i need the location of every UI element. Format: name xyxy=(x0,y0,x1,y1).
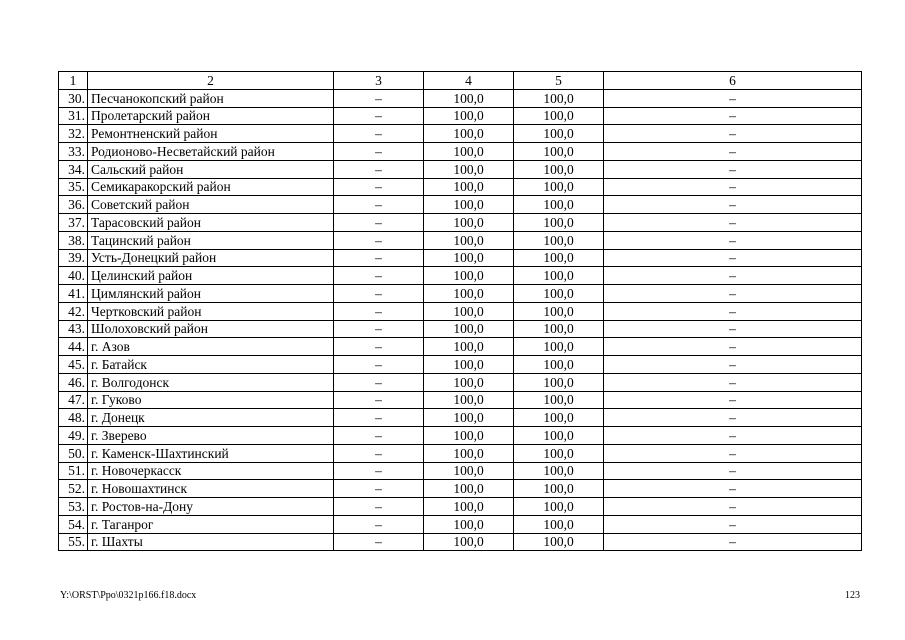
column-5-cell: 100,0 xyxy=(514,160,604,178)
row-number-cell: 51. xyxy=(59,462,88,480)
table-header-row xyxy=(59,72,862,90)
table-row xyxy=(59,462,862,480)
table-row xyxy=(59,356,862,374)
district-name-cell: г. Зверево xyxy=(88,427,334,445)
column-3-cell: – xyxy=(334,462,424,480)
column-5-cell: 100,0 xyxy=(514,391,604,409)
district-name-cell: Шолоховский район xyxy=(88,320,334,338)
column-6-cell: – xyxy=(604,498,862,516)
district-name-cell: г. Шахты xyxy=(88,533,334,551)
row-number-cell: 32. xyxy=(59,125,88,143)
row-number-cell: 40. xyxy=(59,267,88,285)
district-name-cell: Ремонтненский район xyxy=(88,125,334,143)
column-3-cell: – xyxy=(334,498,424,516)
column-4-cell: 100,0 xyxy=(424,373,514,391)
district-name-cell: г. Гуково xyxy=(88,391,334,409)
column-6-cell: – xyxy=(604,125,862,143)
column-4-cell: 100,0 xyxy=(424,143,514,161)
column-6-cell: – xyxy=(604,533,862,551)
column-6-cell: – xyxy=(604,214,862,232)
district-name-cell: г. Ростов-на-Дону xyxy=(88,498,334,516)
column-3-cell: – xyxy=(334,178,424,196)
column-5-cell: 100,0 xyxy=(514,515,604,533)
district-name-cell: Пролетарский район xyxy=(88,107,334,125)
row-number-cell: 42. xyxy=(59,302,88,320)
column-4-cell: 100,0 xyxy=(424,338,514,356)
column-4-cell: 100,0 xyxy=(424,160,514,178)
column-3-cell: – xyxy=(334,89,424,107)
column-5-cell: 100,0 xyxy=(514,196,604,214)
row-number-cell: 41. xyxy=(59,285,88,303)
column-3-cell: – xyxy=(334,231,424,249)
column-5-cell: 100,0 xyxy=(514,143,604,161)
column-3-cell: – xyxy=(334,338,424,356)
column-6-cell: – xyxy=(604,285,862,303)
column-6-cell: – xyxy=(604,462,862,480)
row-number-cell: 52. xyxy=(59,480,88,498)
table-row xyxy=(59,249,862,267)
row-number-cell: 31. xyxy=(59,107,88,125)
column-6-cell: – xyxy=(604,444,862,462)
column-5-cell: 100,0 xyxy=(514,320,604,338)
district-name-cell: г. Волгодонск xyxy=(88,373,334,391)
row-number-cell: 38. xyxy=(59,231,88,249)
table-row xyxy=(59,285,862,303)
table-row xyxy=(59,480,862,498)
row-number-cell: 48. xyxy=(59,409,88,427)
table-row xyxy=(59,231,862,249)
table-row xyxy=(59,302,862,320)
column-5-cell: 100,0 xyxy=(514,498,604,516)
district-name-cell: Семикаракорский район xyxy=(88,178,334,196)
table-row xyxy=(59,89,862,107)
column-6-cell: – xyxy=(604,480,862,498)
district-name-cell: Тарасовский район xyxy=(88,214,334,232)
row-number-cell: 33. xyxy=(59,143,88,161)
table-row xyxy=(59,320,862,338)
column-5-cell: 100,0 xyxy=(514,214,604,232)
column-4-cell: 100,0 xyxy=(424,302,514,320)
table-row xyxy=(59,444,862,462)
column-5-cell: 100,0 xyxy=(514,444,604,462)
header-cell-3: 3 xyxy=(334,72,424,90)
header-cell-6: 6 xyxy=(604,72,862,90)
column-3-cell: – xyxy=(334,320,424,338)
row-number-cell: 39. xyxy=(59,249,88,267)
column-6-cell: – xyxy=(604,320,862,338)
column-3-cell: – xyxy=(334,533,424,551)
table-row xyxy=(59,409,862,427)
column-4-cell: 100,0 xyxy=(424,462,514,480)
district-name-cell: Цимлянский район xyxy=(88,285,334,303)
row-number-cell: 37. xyxy=(59,214,88,232)
column-5-cell: 100,0 xyxy=(514,178,604,196)
column-3-cell: – xyxy=(334,285,424,303)
column-4-cell: 100,0 xyxy=(424,356,514,374)
column-5-cell: 100,0 xyxy=(514,462,604,480)
column-3-cell: – xyxy=(334,373,424,391)
district-name-cell: г. Новочеркасск xyxy=(88,462,334,480)
column-6-cell: – xyxy=(604,249,862,267)
column-5-cell: 100,0 xyxy=(514,302,604,320)
table-row xyxy=(59,267,862,285)
column-3-cell: – xyxy=(334,267,424,285)
table-row xyxy=(59,373,862,391)
table-row xyxy=(59,107,862,125)
column-6-cell: – xyxy=(604,178,862,196)
footer-file-path: Y:\ORST\Ppo\0321p166.f18.docx xyxy=(60,590,197,601)
column-5-cell: 100,0 xyxy=(514,533,604,551)
column-4-cell: 100,0 xyxy=(424,231,514,249)
district-name-cell: г. Азов xyxy=(88,338,334,356)
column-3-cell: – xyxy=(334,214,424,232)
column-6-cell: – xyxy=(604,373,862,391)
column-6-cell: – xyxy=(604,515,862,533)
header-cell-2: 2 xyxy=(88,72,334,90)
table-row xyxy=(59,515,862,533)
district-name-cell: г. Новошахтинск xyxy=(88,480,334,498)
row-number-cell: 55. xyxy=(59,533,88,551)
header-cell-5: 5 xyxy=(514,72,604,90)
district-name-cell: Родионово-Несветайский район xyxy=(88,143,334,161)
column-6-cell: – xyxy=(604,231,862,249)
table-body xyxy=(59,72,862,551)
row-number-cell: 45. xyxy=(59,356,88,374)
table-row xyxy=(59,214,862,232)
column-5-cell: 100,0 xyxy=(514,356,604,374)
column-5-cell: 100,0 xyxy=(514,427,604,445)
column-4-cell: 100,0 xyxy=(424,249,514,267)
column-6-cell: – xyxy=(604,267,862,285)
row-number-cell: 54. xyxy=(59,515,88,533)
column-5-cell: 100,0 xyxy=(514,480,604,498)
table-row xyxy=(59,427,862,445)
table-row xyxy=(59,498,862,516)
column-6-cell: – xyxy=(604,338,862,356)
column-3-cell: – xyxy=(334,302,424,320)
column-4-cell: 100,0 xyxy=(424,320,514,338)
table-row xyxy=(59,196,862,214)
column-5-cell: 100,0 xyxy=(514,89,604,107)
row-number-cell: 50. xyxy=(59,444,88,462)
column-5-cell: 100,0 xyxy=(514,125,604,143)
column-4-cell: 100,0 xyxy=(424,409,514,427)
row-number-cell: 47. xyxy=(59,391,88,409)
column-6-cell: – xyxy=(604,160,862,178)
column-3-cell: – xyxy=(334,391,424,409)
column-5-cell: 100,0 xyxy=(514,338,604,356)
row-number-cell: 34. xyxy=(59,160,88,178)
column-5-cell: 100,0 xyxy=(514,107,604,125)
table-row xyxy=(59,338,862,356)
column-6-cell: – xyxy=(604,89,862,107)
column-6-cell: – xyxy=(604,409,862,427)
table-row xyxy=(59,391,862,409)
column-4-cell: 100,0 xyxy=(424,391,514,409)
column-3-cell: – xyxy=(334,356,424,374)
column-3-cell: – xyxy=(334,515,424,533)
column-4-cell: 100,0 xyxy=(424,107,514,125)
column-4-cell: 100,0 xyxy=(424,427,514,445)
column-4-cell: 100,0 xyxy=(424,267,514,285)
column-4-cell: 100,0 xyxy=(424,515,514,533)
column-3-cell: – xyxy=(334,249,424,267)
row-number-cell: 36. xyxy=(59,196,88,214)
header-cell-4: 4 xyxy=(424,72,514,90)
column-3-cell: – xyxy=(334,427,424,445)
column-6-cell: – xyxy=(604,107,862,125)
column-6-cell: – xyxy=(604,143,862,161)
row-number-cell: 43. xyxy=(59,320,88,338)
column-4-cell: 100,0 xyxy=(424,214,514,232)
column-5-cell: 100,0 xyxy=(514,409,604,427)
district-table xyxy=(58,71,862,551)
column-4-cell: 100,0 xyxy=(424,178,514,196)
column-6-cell: – xyxy=(604,356,862,374)
district-name-cell: Тацинский район xyxy=(88,231,334,249)
column-5-cell: 100,0 xyxy=(514,267,604,285)
column-4-cell: 100,0 xyxy=(424,480,514,498)
page-number: 123 xyxy=(845,590,860,601)
column-3-cell: – xyxy=(334,444,424,462)
column-5-cell: 100,0 xyxy=(514,231,604,249)
row-number-cell: 44. xyxy=(59,338,88,356)
column-3-cell: – xyxy=(334,143,424,161)
column-6-cell: – xyxy=(604,196,862,214)
district-name-cell: г. Батайск xyxy=(88,356,334,374)
district-name-cell: Сальский район xyxy=(88,160,334,178)
row-number-cell: 35. xyxy=(59,178,88,196)
column-3-cell: – xyxy=(334,196,424,214)
table-row xyxy=(59,143,862,161)
column-3-cell: – xyxy=(334,480,424,498)
column-6-cell: – xyxy=(604,302,862,320)
column-4-cell: 100,0 xyxy=(424,444,514,462)
column-5-cell: 100,0 xyxy=(514,249,604,267)
column-3-cell: – xyxy=(334,107,424,125)
row-number-cell: 53. xyxy=(59,498,88,516)
row-number-cell: 30. xyxy=(59,89,88,107)
column-4-cell: 100,0 xyxy=(424,498,514,516)
district-name-cell: г. Каменск-Шахтинский xyxy=(88,444,334,462)
district-name-cell: Песчанокопский район xyxy=(88,89,334,107)
row-number-cell: 49. xyxy=(59,427,88,445)
column-3-cell: – xyxy=(334,125,424,143)
header-cell-1: 1 xyxy=(59,72,88,90)
column-4-cell: 100,0 xyxy=(424,196,514,214)
column-3-cell: – xyxy=(334,409,424,427)
table-row xyxy=(59,533,862,551)
column-4-cell: 100,0 xyxy=(424,533,514,551)
column-4-cell: 100,0 xyxy=(424,89,514,107)
district-name-cell: Усть-Донецкий район xyxy=(88,249,334,267)
district-name-cell: г. Донецк xyxy=(88,409,334,427)
district-name-cell: г. Таганрог xyxy=(88,515,334,533)
column-6-cell: – xyxy=(604,391,862,409)
row-number-cell: 46. xyxy=(59,373,88,391)
table-row xyxy=(59,125,862,143)
column-5-cell: 100,0 xyxy=(514,285,604,303)
column-4-cell: 100,0 xyxy=(424,125,514,143)
table-row xyxy=(59,160,862,178)
district-name-cell: Советский район xyxy=(88,196,334,214)
column-4-cell: 100,0 xyxy=(424,285,514,303)
column-5-cell: 100,0 xyxy=(514,373,604,391)
table-row xyxy=(59,178,862,196)
district-name-cell: Чертковский район xyxy=(88,302,334,320)
district-name-cell: Целинский район xyxy=(88,267,334,285)
column-6-cell: – xyxy=(604,427,862,445)
column-3-cell: – xyxy=(334,160,424,178)
